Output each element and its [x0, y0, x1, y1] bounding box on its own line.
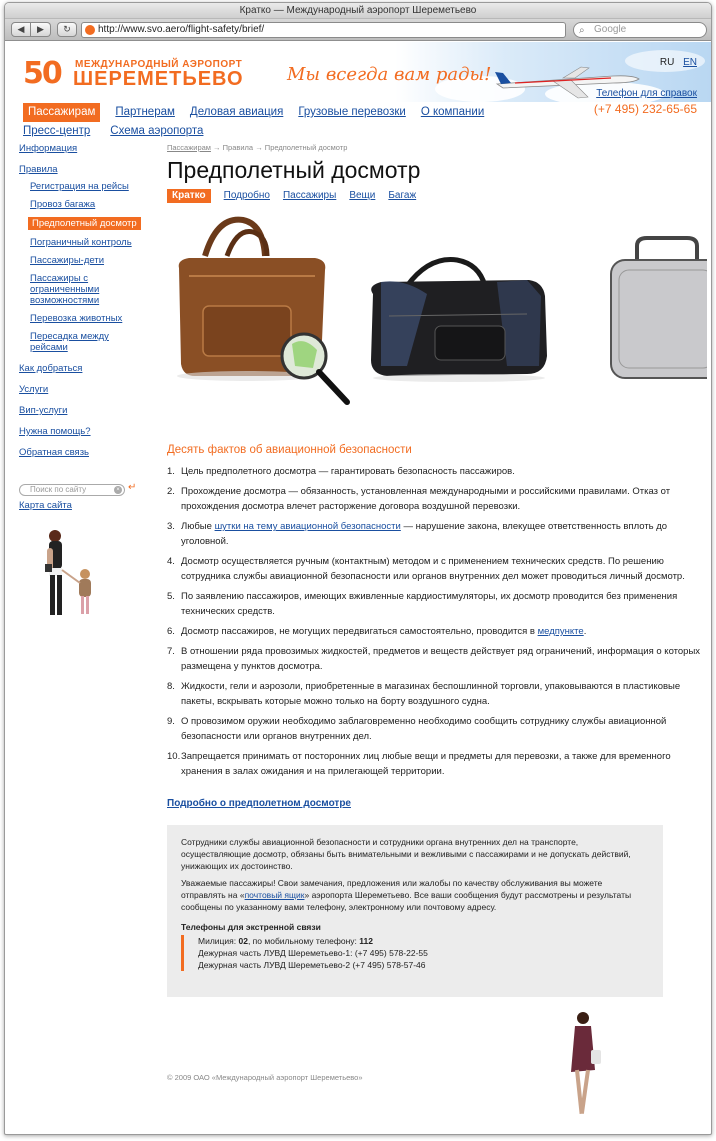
airplane-icon: [493, 62, 643, 107]
nav-buttons: [11, 22, 77, 37]
sidebar-subitem-reduced-mobility[interactable]: Пассажиры с ограниченными возможностями: [30, 273, 100, 306]
browser-search-field[interactable]: [573, 22, 707, 38]
tab-detailed[interactable]: Подробно: [223, 190, 270, 201]
info-feedback-text: Уважаемые пассажиры! Свои замечания, предложения или жалобы по качеству обслуживания вы можете отправлять на «почтовый ящик» аэропорта Шереметьево. Все ваши сообщения будут рассмотрены и результаты сообщены по указанному вами телефону, электронному или почтовому адресу.: [181, 878, 632, 912]
logo-subtitle: МЕЖДУНАРОДНЫЙ АЭРОПОРТ: [75, 59, 243, 70]
fact-link[interactable]: медпункте: [537, 626, 584, 637]
top-navigation: [23, 103, 503, 141]
police-phone: Милиция: 02, по мобильному телефону: 112: [198, 936, 373, 946]
breadcrumb-arrow-icon: →: [255, 143, 265, 152]
walking-woman-image: [561, 1010, 609, 1130]
phone-label-link[interactable]: Телефон для справок: [596, 88, 697, 99]
info-box: [167, 825, 663, 997]
search-submit-icon[interactable]: ↵: [128, 482, 137, 493]
fact-text: О провозимом оружии необходимо заблаговременно необходимо сообщить сотруднику службы авиационной безопасности или органов внутренних дел.: [181, 716, 667, 742]
breadcrumb-current: Предполетный досмотр: [264, 143, 348, 152]
fact-item: [167, 679, 707, 709]
bags-illustration: [167, 216, 707, 416]
more-details-link[interactable]: Подробно о предполетном досмотре: [167, 798, 351, 809]
duty-phone-2: Дежурная часть ЛУВД Шереметьево-2 (+7 495) 578-57-46: [198, 960, 426, 970]
sidebar-item-how-to-get[interactable]: Как добраться: [19, 363, 83, 374]
sidebar-subitem-screening[interactable]: Предполетный досмотр: [28, 217, 141, 230]
sidebar-subitem-checkin[interactable]: Регистрация на рейсы: [30, 181, 129, 192]
sidebar-subitem-baggage[interactable]: Провоз багажа: [30, 199, 96, 210]
fact-number: 6.: [167, 626, 175, 637]
fact-text: Досмотр осуществляется ручным (контактным) методом и с применением технических средств. По решению сотрудника службы авиационной безопасности или органов внутренних дел может проводиться личный досмотр.: [181, 556, 685, 582]
sidebar-item-info[interactable]: Информация: [19, 143, 78, 154]
breadcrumb-rules: Правила: [222, 143, 254, 152]
fact-number: 8.: [167, 681, 175, 692]
lang-en-link[interactable]: EN: [683, 57, 697, 68]
fact-number: 9.: [167, 716, 175, 727]
duty-phone-1: Дежурная часть ЛУВД Шереметьево-1: (+7 495) 578-22-55: [198, 948, 428, 958]
magnifier-icon: [282, 334, 347, 402]
footer-copyright: © 2009 ОАО «Международный аэропорт Шереметьево»: [167, 1073, 363, 1082]
fact-text: Прохождение досмотра — обязанность, установленная международными и российскими правилами. Отказ от прохождения досмотра влечет расторжение договора воздушной перевозки.: [181, 486, 671, 512]
site-favicon-icon: [85, 25, 95, 35]
tab-passengers[interactable]: Пассажиры: [282, 190, 337, 201]
nav-airport-map[interactable]: Схема аэропорта: [110, 125, 204, 137]
fact-number: 4.: [167, 556, 175, 567]
sidebar-subitem-border[interactable]: Пограничный контроль: [30, 237, 132, 248]
nav-about[interactable]: О компании: [420, 106, 485, 118]
fact-text: Жидкости, гели и аэрозоли, приобретенные в магазинах беспошлинной торговли, упаковываются в пластиковые пакеты, вскрывать которые можно только на борту воздушного судна.: [181, 681, 681, 707]
sidebar-subitem-children[interactable]: Пассажиры-дети: [30, 255, 105, 266]
sitemap-link[interactable]: Карта сайта: [19, 500, 72, 511]
site-search-placeholder: Поиск по сайту: [30, 485, 87, 494]
tab-brief[interactable]: Кратко: [167, 189, 211, 203]
fact-number: 10.: [167, 751, 181, 762]
slogan: Мы всегда вам рады!: [287, 64, 492, 85]
fact-text: .: [583, 626, 587, 637]
sidebar-item-services[interactable]: Услуги: [19, 384, 49, 395]
logo-title[interactable]: ШЕРЕМЕТЬЕВО: [73, 68, 244, 90]
window-title: Кратко — Международный аэропорт Шереметьево: [5, 3, 711, 19]
browser-toolbar: [5, 19, 711, 41]
reload-button[interactable]: ↻: [57, 22, 77, 37]
page-content: [5, 42, 711, 1134]
sidebar-subitem-transfer[interactable]: Пересадка между рейсами: [30, 331, 109, 353]
info-staff-text: Сотрудники службы авиационной безопасности и сотрудники органа внутренних дел на транспорте, осуществляющие досмотр, обязаны быть внимательными и вежливыми с пассажирами и не допускать действий, унижающих их достоинство.: [181, 837, 631, 871]
fact-number: 7.: [167, 646, 175, 657]
language-switch: [654, 57, 697, 68]
fact-item: [167, 464, 707, 479]
fact-text: В отношении ряда провозимых жидкостей, предметов и веществ действует ряд ограничений, информация о которых размещена у пунктов досмотра.: [181, 646, 701, 672]
fact-text: — нарушение закона, влекущее ответственность вплоть до уголовной.: [181, 521, 668, 547]
tab-baggage[interactable]: Багаж: [388, 190, 417, 201]
fact-link[interactable]: шутки на тему авиационной безопасности: [214, 521, 401, 532]
fact-text: Любые: [181, 521, 215, 532]
sidebar-item-help[interactable]: Нужна помощь?: [19, 426, 91, 437]
mailbox-link[interactable]: почтовый ящик: [244, 890, 305, 900]
emergency-phones-title: Телефоны для экстренной связи: [181, 922, 321, 932]
url-text: http://www.svo.aero/flight-safety/brief/: [98, 24, 265, 35]
back-button[interactable]: ◀: [11, 22, 31, 37]
breadcrumb-arrow-icon: →: [213, 143, 223, 152]
fact-item: [167, 519, 707, 549]
facts-list: [167, 464, 707, 779]
emergency-phones-list: [181, 935, 649, 971]
fact-item: [167, 749, 707, 779]
breadcrumb-passengers[interactable]: Пассажирам: [167, 143, 211, 152]
fact-text: Досмотр пассажиров, не могущих передвигаться самостоятельно, проводится в: [181, 626, 538, 637]
fact-item: [167, 484, 707, 514]
search-icon: ⌕: [579, 25, 585, 36]
subtabs: [167, 189, 707, 203]
nav-partners[interactable]: Партнерам: [115, 106, 175, 118]
url-bar[interactable]: [81, 22, 566, 38]
browser-search-placeholder: Google: [594, 24, 627, 35]
fact-number: 1.: [167, 466, 175, 477]
fact-number: 3.: [167, 521, 175, 532]
main-content: [167, 143, 707, 997]
browser-window: [4, 2, 712, 1135]
sidebar-item-feedback[interactable]: Обратная связь: [19, 447, 89, 458]
forward-button[interactable]: ▶: [31, 22, 51, 37]
nav-passengers[interactable]: Пассажирам: [23, 103, 100, 122]
section-title: Десять фактов об авиационной безопасности: [167, 444, 412, 456]
sidebar-item-vip[interactable]: Вип-услуги: [19, 405, 68, 416]
sidebar-item-rules[interactable]: Правила: [19, 164, 58, 175]
logo-50-years[interactable]: 50: [23, 56, 61, 91]
woman-with-child-image: [35, 528, 105, 648]
fact-item: [167, 714, 707, 744]
fact-number: 5.: [167, 591, 175, 602]
fact-item: [167, 589, 707, 619]
fact-item: [167, 624, 707, 639]
site-search-input[interactable]: [19, 484, 125, 496]
nav-cargo[interactable]: Грузовые перевозки: [298, 106, 406, 118]
phone-number: (+7 495) 232-65-65: [593, 102, 697, 116]
sidebar: [19, 143, 149, 468]
lang-ru: RU: [659, 57, 675, 68]
fact-text: По заявлению пассажиров, имеющих вживленные кардиостимуляторы, их досмотр проводится без применения технических средств.: [181, 591, 678, 617]
fact-number: 2.: [167, 486, 175, 497]
grey-suitcase-image: [611, 238, 707, 378]
nav-business-aviation[interactable]: Деловая авиация: [189, 106, 284, 118]
fact-text: Запрещается принимать от посторонних лиц любые вещи и предметы для перевозки, а также для временного хранения в залах ожидания и на прилегающей территории.: [181, 751, 671, 777]
breadcrumb: [167, 143, 707, 152]
page-title: Предполетный досмотр: [167, 157, 421, 183]
fact-item: [167, 644, 707, 674]
sidebar-subitem-animals[interactable]: Перевозка животных: [30, 313, 123, 324]
nav-press[interactable]: Пресс-центр: [23, 125, 91, 137]
fact-text: Цель предполетного досмотра — гарантировать безопасность пассажиров.: [181, 466, 515, 477]
black-duffel-bag-image: [371, 260, 547, 382]
tab-items[interactable]: Вещи: [349, 190, 376, 201]
fact-item: [167, 554, 707, 584]
clear-icon[interactable]: ×: [114, 486, 122, 494]
